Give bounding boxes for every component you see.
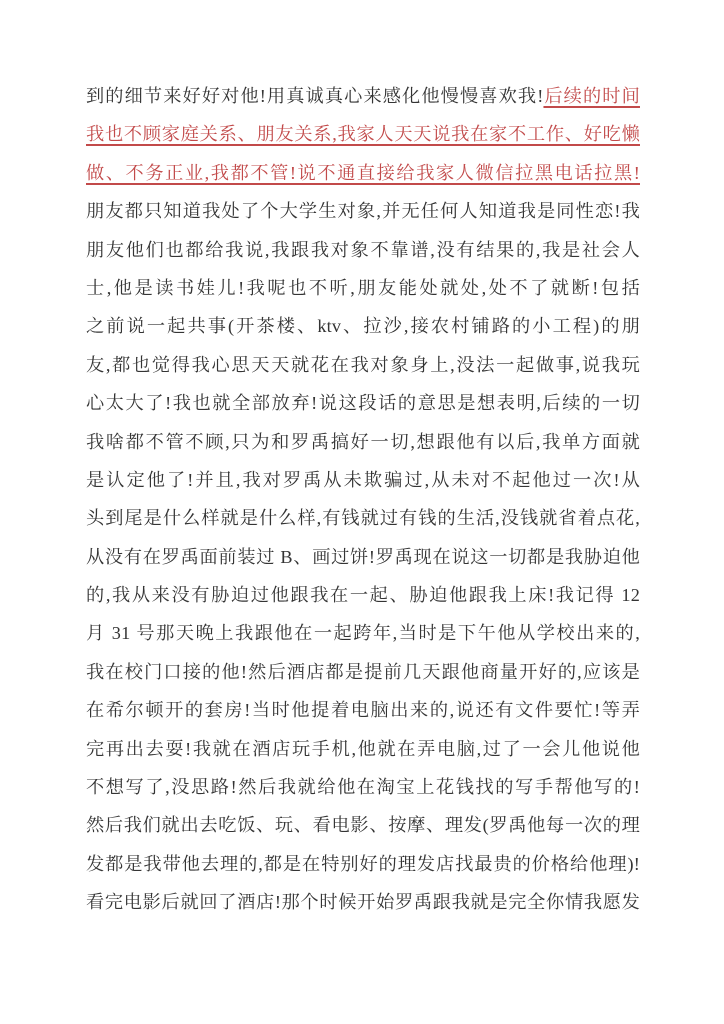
body-text: 从没有在罗禹面前装过 B、画过饼!罗禹现在说这一切都是我胁迫他	[86, 546, 640, 567]
body-text: 我啥都不管不顾,只为和罗禹搞好一切,想跟他有以后,我单方面就	[86, 431, 640, 452]
body-text: 士,他是读书娃儿!我呢也不听,朋友能处就处,处不了就断!包括	[86, 277, 640, 298]
text-line	[86, 384, 640, 422]
body-text: 不想写了,没思路!然后我就给他在淘宝上花钱找的写手帮他写的!	[86, 777, 640, 798]
text-line	[86, 461, 640, 499]
text-line	[86, 691, 640, 729]
red-underlined-text: 后续的时间	[543, 86, 640, 106]
body-text: 头到尾是什么样就是什么样,有钱就过有钱的生活,没钱就省着点花,	[86, 508, 640, 529]
text-line	[86, 499, 640, 537]
body-text: 看完电影后就回了酒店!那个时候开始罗禹跟我就是完全你情我愿发	[86, 892, 640, 913]
text-line	[86, 115, 640, 153]
text-line	[86, 538, 640, 576]
text-line	[86, 653, 640, 691]
text-line	[86, 231, 640, 269]
text-line	[86, 845, 640, 883]
text-line	[86, 192, 640, 230]
text-line	[86, 423, 640, 461]
text-line	[86, 307, 640, 345]
body-text: 我在校门口接的他!然后酒店都是提前几天跟他商量开好的,应该是	[86, 661, 640, 682]
text-line	[86, 576, 640, 614]
body-text: 到的细节来好好对他!用真诚真心来感化他慢慢喜欢我!	[86, 86, 544, 106]
text-line	[86, 269, 640, 307]
body-text: 月 31 号那天晚上我跟他在一起跨年,当时是下午他从学校出来的,	[86, 623, 640, 644]
text-line	[86, 77, 640, 115]
red-underlined-text: 做、不务正业,我都不管!说不通直接给我家人微信拉黑电话拉黑!	[86, 162, 640, 183]
text-line	[86, 883, 640, 921]
body-text: 友,都也觉得我心思天天就花在我对象身上,没法一起做事,说我玩	[86, 354, 640, 375]
body-text: 朋友他们也都给我说,我跟我对象不靠谱,没有结果的,我是社会人	[86, 239, 640, 260]
text-line	[86, 806, 640, 844]
body-text: 然后我们就出去吃饭、玩、看电影、按摩、理发(罗禹他每一次的理	[86, 815, 640, 836]
body-text: 完再出去耍!我就在酒店玩手机,他就在弄电脑,过了一会儿他说他	[86, 738, 640, 759]
body-text: 的,我从来没有胁迫过他跟我在一起、胁迫他跟我上床!我记得 12	[86, 585, 640, 606]
body-text: 心太大了!我也就全部放弃!说这段话的意思是想表明,后续的一切	[86, 393, 640, 414]
text-line	[86, 154, 640, 192]
body-text: 在希尔顿开的套房!当时他提着电脑出来的,说还有文件要忙!等弄	[86, 700, 640, 721]
text-line	[86, 730, 640, 768]
body-text: 是认定他了!并且,我对罗禹从未欺骗过,从未对不起他过一次!从	[86, 469, 640, 490]
text-line	[86, 614, 640, 652]
paragraph-text	[86, 77, 640, 922]
body-text: 发都是我带他去理的,都是在特别好的理发店找最贵的价格给他理)!	[86, 853, 640, 874]
text-line	[86, 346, 640, 384]
text-line	[86, 768, 640, 806]
body-text: 朋友都只知道我处了个大学生对象,并无任何人知道我是同性恋!我	[86, 201, 640, 222]
body-text: 之前说一起共事(开茶楼、ktv、拉沙,接农村铺路的小工程)的朋	[86, 316, 640, 337]
red-underlined-text: 我也不顾家庭关系、朋友关系,我家人天天说我在家不工作、好吃懒	[86, 124, 640, 145]
